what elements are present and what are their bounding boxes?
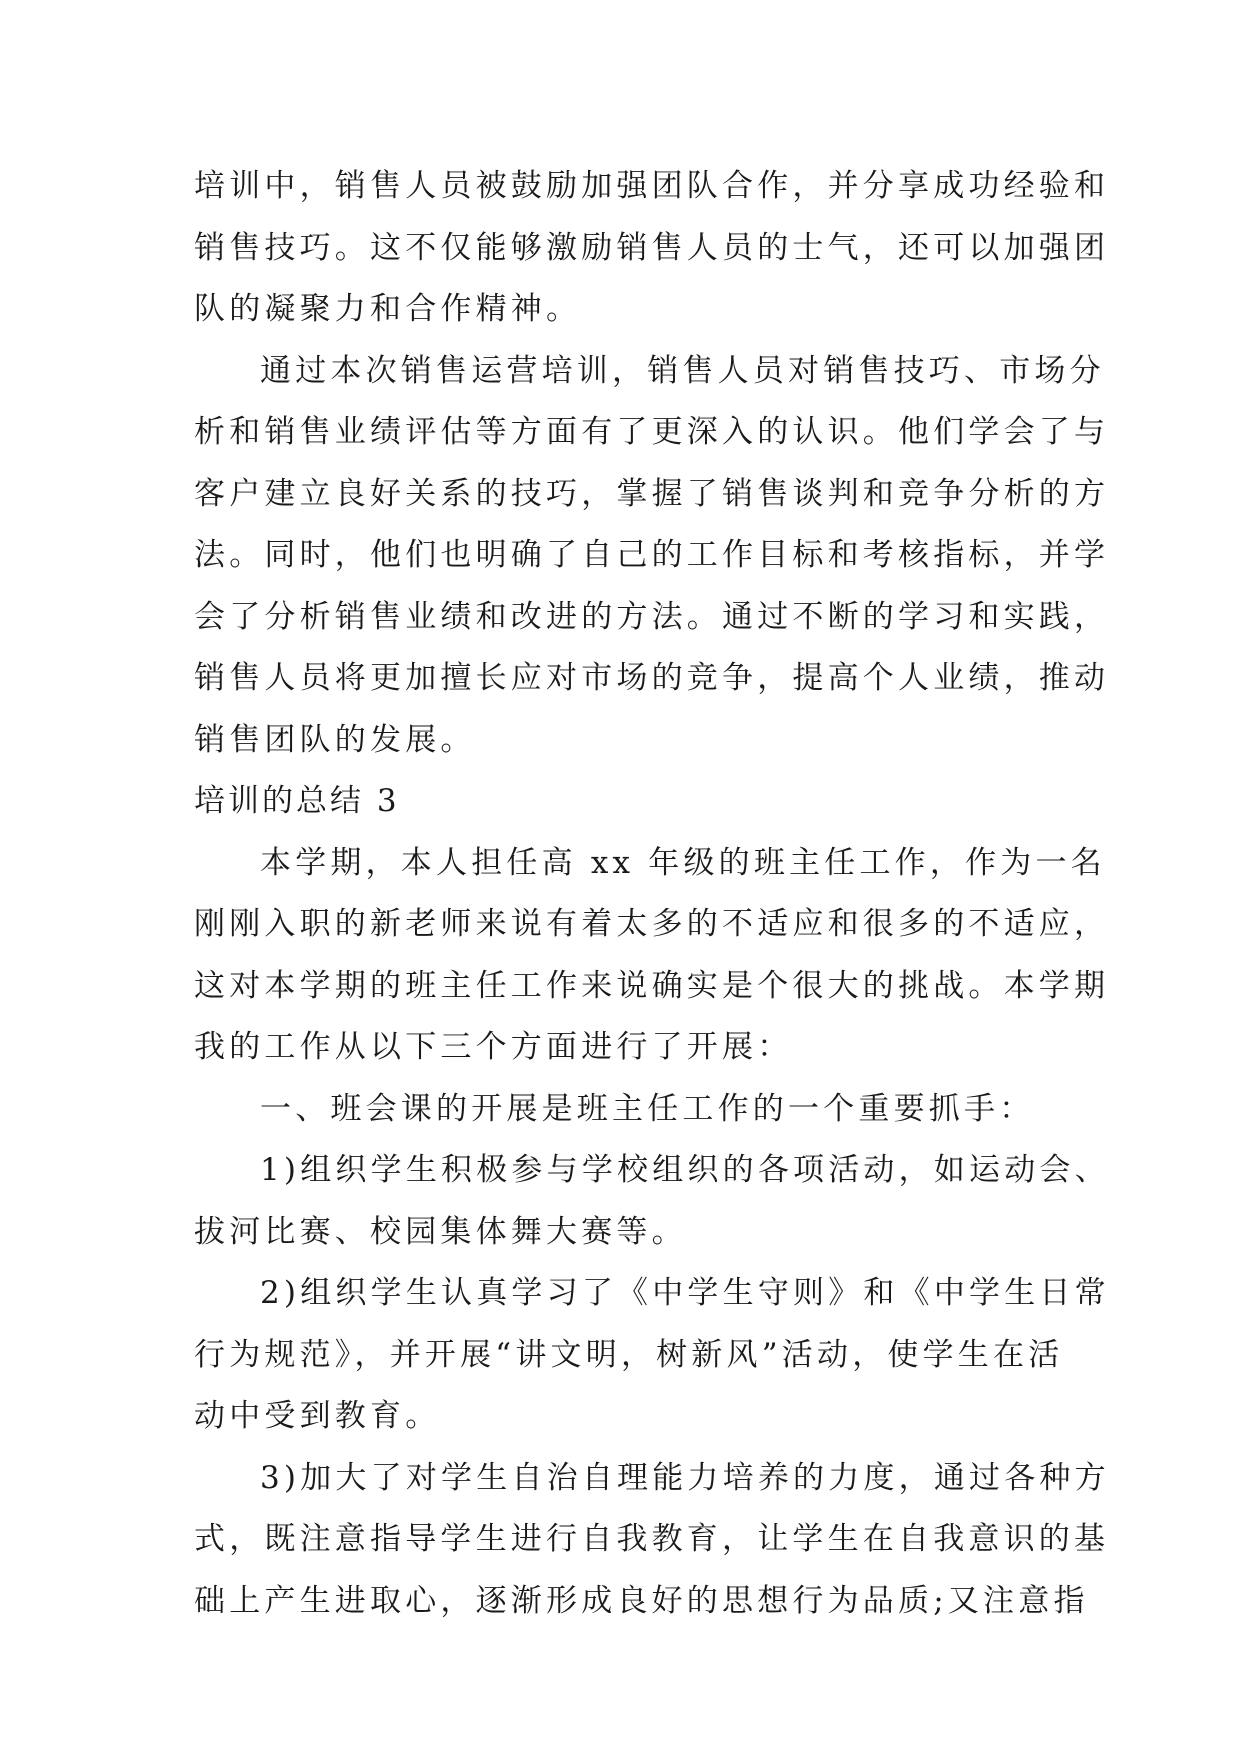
paragraph-first-line: 通过本次销售运营培训，销售人员对销售技巧、市场分 <box>260 352 1105 389</box>
document-body <box>194 156 1110 1632</box>
text-line: 会了分析销售业绩和改进的方法。通过不断的学习和实践， <box>194 598 1110 635</box>
text-line: 队的凝聚力和合作精神。 <box>194 291 582 327</box>
text-line: 法。同时，他们也明确了自己的工作目标和考核指标，并学 <box>194 537 1110 573</box>
section-heading: 培训的总结 3 <box>194 783 400 819</box>
text-line: 销售技巧。这不仅能够激励销售人员的士气，还可以加强团 <box>194 229 1110 266</box>
paragraph-first-line: 一、班会课的开展是班主任工作的一个重要抓手： <box>260 1090 1035 1127</box>
list-item-first-line: 2)组织学生认真学习了《中学生守则》和《中学生日常 <box>260 1275 1110 1311</box>
text-line: 这对本学期的班主任工作来说确实是个很大的挑战。本学期 <box>194 967 1110 1004</box>
list-item-first-line: 3)加大了对学生自治自理能力培养的力度，通过各种方 <box>260 1459 1110 1496</box>
text-line: 刚刚入职的新老师来说有着太多的不适应和很多的不适应， <box>194 906 1110 942</box>
list-item-first-line: 1)组织学生积极参与学校组织的各项活动，如运动会、 <box>260 1152 1110 1188</box>
text-line: 销售团队的发展。 <box>194 721 476 758</box>
text-line: 我的工作从以下三个方面进行了开展： <box>194 1029 793 1065</box>
text-line: 础上产生进取心，逐渐形成良好的思想行为品质;又注意指 <box>194 1582 1089 1619</box>
text-line: 拔河比赛、校园集体舞大赛等。 <box>194 1213 687 1250</box>
text-line: 析和销售业绩评估等方面有了更深入的认识。他们学会了与 <box>194 414 1110 450</box>
text-line: 式，既注意指导学生进行自我教育，让学生在自我意识的基 <box>194 1521 1110 1557</box>
text-line: 动中受到教育。 <box>194 1398 441 1434</box>
text-line: 客户建立良好关系的技巧，掌握了销售谈判和竞争分析的方 <box>194 475 1110 512</box>
paragraph-first-line: 本学期，本人担任高 xx 年级的班主任工作，作为一名 <box>260 844 1106 881</box>
text-line: 培训中，销售人员被鼓励加强团队合作，并分享成功经验和 <box>194 168 1110 204</box>
text-line: 行为规范》，并开展“讲文明，树新风”活动，使学生在活 <box>194 1336 1064 1373</box>
text-line: 销售人员将更加擅长应对市场的竞争，提高个人业绩，推动 <box>194 660 1110 696</box>
